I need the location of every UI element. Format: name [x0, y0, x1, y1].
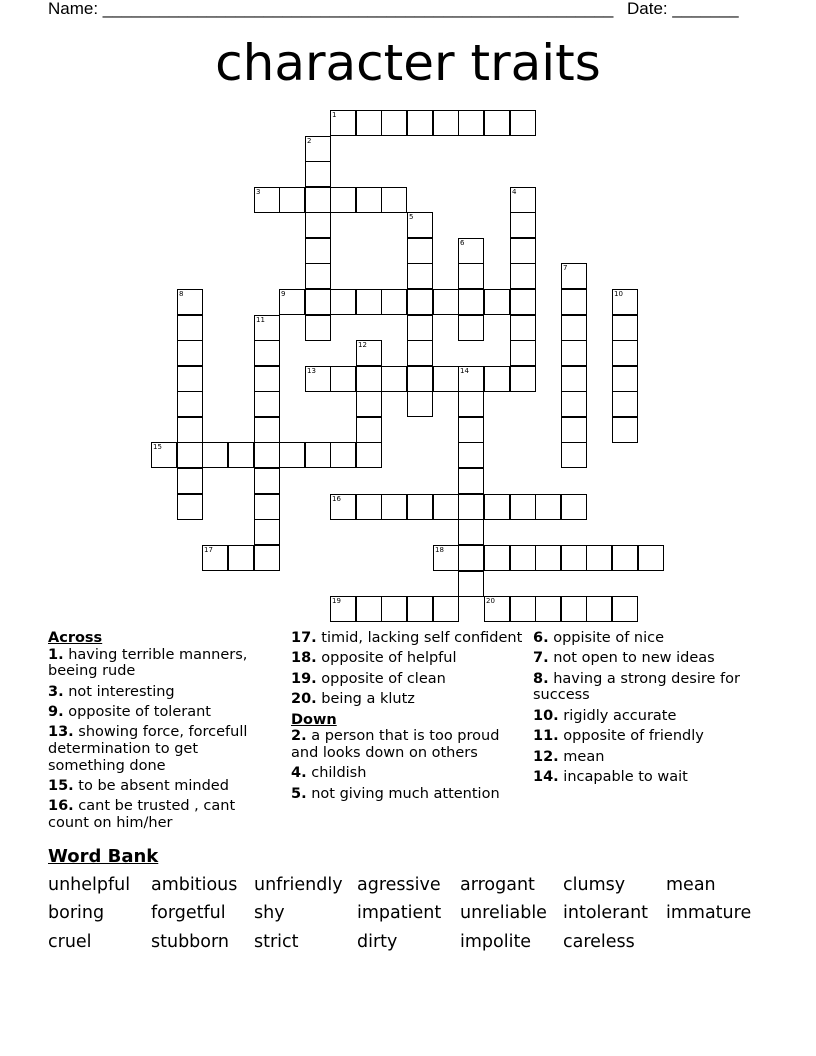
down-heading: Down: [291, 711, 337, 728]
word-bank-item: arrogant: [460, 875, 535, 895]
crossword-cell[interactable]: [433, 289, 459, 315]
clue-down-4: [291, 765, 523, 782]
crossword-cell[interactable]: [356, 187, 382, 213]
crossword-cell[interactable]: [561, 366, 587, 392]
crossword-cell[interactable]: [510, 212, 536, 238]
cell-number: 3: [256, 188, 261, 196]
word-bank-item: shy: [254, 903, 285, 923]
crossword-cell[interactable]: [330, 187, 356, 213]
clue-across-18: [291, 650, 523, 667]
crossword-cell[interactable]: [202, 442, 228, 468]
word-bank-item: mean: [666, 875, 716, 895]
clue-text: having terrible manners, beeing rude: [48, 646, 248, 680]
clue-down-11: [533, 728, 768, 745]
crossword-cell[interactable]: [407, 289, 433, 315]
crossword-cell[interactable]: [433, 596, 459, 622]
clue-down-12: [533, 749, 768, 766]
crossword-cell[interactable]: [612, 417, 638, 443]
clue-across-17: [291, 630, 523, 647]
crossword-cell[interactable]: [458, 468, 484, 494]
cell-number: 6: [460, 239, 465, 247]
cell-number: 12: [358, 341, 367, 349]
crossword-cell[interactable]: [381, 110, 407, 136]
cell-number: 11: [256, 316, 265, 324]
crossword-cell[interactable]: [433, 494, 459, 520]
crossword-cell[interactable]: [177, 494, 203, 520]
clue-number: 13.: [48, 724, 74, 741]
cell-number: 8: [179, 290, 184, 298]
clue-number: 3.: [48, 683, 64, 700]
crossword-cell[interactable]: [510, 596, 536, 622]
word-bank-item: careless: [563, 932, 635, 952]
crossword-cell[interactable]: [254, 340, 280, 366]
crossword-cell[interactable]: [458, 263, 484, 289]
crossword-cell[interactable]: [254, 545, 280, 571]
cell-number: 10: [614, 290, 623, 298]
crossword-cell[interactable]: [254, 519, 280, 545]
crossword-cell[interactable]: [458, 519, 484, 545]
crossword-cell[interactable]: [254, 494, 280, 520]
crossword-cell[interactable]: [228, 442, 254, 468]
clue-text: not open to new ideas: [553, 650, 715, 667]
crossword-cell[interactable]: [305, 289, 331, 315]
clue-number: 2.: [291, 728, 307, 745]
crossword-cell[interactable]: [586, 596, 612, 622]
crossword-cell[interactable]: [356, 596, 382, 622]
crossword-cell[interactable]: [279, 187, 305, 213]
cell-number: 5: [409, 213, 414, 221]
crossword-cell[interactable]: [458, 315, 484, 341]
crossword-cell[interactable]: [561, 545, 587, 571]
word-bank-title: Word Bank: [48, 846, 159, 867]
clue-number: 17.: [291, 630, 317, 646]
crossword-cell[interactable]: [535, 494, 561, 520]
crossword-cell[interactable]: [356, 417, 382, 443]
name-field-label[interactable]: Name: ______________________________________________________: [48, 0, 614, 18]
crossword-cell[interactable]: [561, 442, 587, 468]
crossword-cell[interactable]: [407, 596, 433, 622]
word-bank-item: strict: [254, 932, 299, 952]
word-bank-item: forgetful: [151, 903, 226, 923]
crossword-cell[interactable]: [510, 238, 536, 264]
crossword-cell[interactable]: [407, 315, 433, 341]
crossword-cell[interactable]: [561, 391, 587, 417]
crossword-cell[interactable]: [612, 366, 638, 392]
clue-text: timid, lacking self confident: [321, 630, 523, 646]
crossword-cell[interactable]: [356, 442, 382, 468]
crossword-cell[interactable]: [612, 340, 638, 366]
word-bank-item: unfriendly: [254, 875, 343, 895]
word-bank-item: ambitious: [151, 875, 238, 895]
clue-text: rigidly accurate: [563, 707, 677, 724]
crossword-cell[interactable]: [458, 545, 484, 571]
clue-number: 8.: [533, 670, 549, 687]
word-bank-item: boring: [48, 903, 105, 923]
across-heading: Across: [48, 630, 103, 646]
clue-across-20: [291, 691, 523, 708]
crossword-cell[interactable]: [356, 494, 382, 520]
clue-down-7: [533, 650, 768, 667]
crossword-cell[interactable]: [561, 417, 587, 443]
clue-down-6: [533, 630, 768, 647]
crossword-cell[interactable]: [612, 596, 638, 622]
clue-down-8: [533, 671, 768, 704]
date-field-label[interactable]: Date: _______: [627, 0, 739, 18]
clue-number: 16.: [48, 798, 74, 815]
crossword-cell[interactable]: [177, 442, 203, 468]
cell-number: 7: [563, 264, 568, 272]
clue-number: 5.: [291, 785, 307, 802]
crossword-cell[interactable]: [177, 315, 203, 341]
crossword-cell[interactable]: [356, 289, 382, 315]
crossword-cell[interactable]: [407, 340, 433, 366]
crossword-cell[interactable]: [254, 391, 280, 417]
crossword-cell[interactable]: [254, 442, 280, 468]
crossword-cell[interactable]: [381, 596, 407, 622]
crossword-cell[interactable]: [330, 289, 356, 315]
cell-number: 2: [307, 137, 312, 145]
crossword-cell[interactable]: [228, 545, 254, 571]
clues-column-1: [48, 630, 278, 835]
clue-text: a person that is too proud and looks down on others: [291, 728, 500, 761]
word-bank-item: impatient: [357, 903, 442, 923]
clue-across-1: [48, 647, 278, 680]
crossword-cell[interactable]: [177, 391, 203, 417]
crossword-cell[interactable]: [356, 110, 382, 136]
cell-number: 13: [307, 367, 316, 375]
clue-text: not interesting: [68, 683, 175, 700]
crossword-cell[interactable]: [407, 391, 433, 417]
cell-number: 15: [153, 443, 162, 451]
clue-down-14: [533, 769, 768, 786]
clue-number: 6.: [533, 630, 549, 646]
crossword-cell[interactable]: [484, 110, 510, 136]
crossword-cell[interactable]: [305, 263, 331, 289]
cell-number: 18: [435, 546, 444, 554]
crossword-cell[interactable]: [177, 417, 203, 443]
clue-across-9: [48, 704, 278, 721]
cell-number: 1: [332, 111, 337, 119]
clue-across-16: [48, 798, 278, 831]
clue-across-13: [48, 724, 278, 774]
clue-number: 4.: [291, 765, 307, 782]
cell-number: 16: [332, 495, 341, 503]
crossword-cell[interactable]: [535, 545, 561, 571]
crossword-cell[interactable]: [458, 494, 484, 520]
clue-across-3: [48, 684, 278, 701]
crossword-cell[interactable]: [305, 315, 331, 341]
clue-number: 19.: [291, 670, 317, 687]
clue-text: showing force, forcefull determination to get something done: [48, 724, 248, 774]
crossword-cell[interactable]: [254, 417, 280, 443]
crossword-cell[interactable]: [305, 161, 331, 187]
crossword-cell[interactable]: [356, 366, 382, 392]
word-bank-item: dirty: [357, 932, 398, 952]
clue-number: 15.: [48, 777, 74, 794]
crossword-cell[interactable]: [586, 545, 612, 571]
word-bank-item: intolerant: [563, 903, 649, 923]
crossword-cell[interactable]: [484, 366, 510, 392]
word-bank-item: cruel: [48, 932, 92, 952]
crossword-cell[interactable]: [381, 494, 407, 520]
crossword-cell[interactable]: [510, 315, 536, 341]
crossword-cell[interactable]: [458, 110, 484, 136]
clue-text: mean: [563, 748, 605, 765]
cell-number: 17: [204, 546, 213, 554]
crossword-cell[interactable]: [510, 263, 536, 289]
crossword-cell[interactable]: [510, 366, 536, 392]
crossword-cell[interactable]: [407, 263, 433, 289]
clue-number: 10.: [533, 707, 559, 724]
crossword-cell[interactable]: [458, 571, 484, 597]
clue-number: 9.: [48, 703, 64, 720]
crossword-cell[interactable]: [484, 494, 510, 520]
crossword-cell[interactable]: [305, 187, 331, 213]
crossword-cell[interactable]: [433, 110, 459, 136]
crossword-cell[interactable]: [458, 289, 484, 315]
clue-text: opposite of helpful: [321, 650, 457, 667]
word-bank-item: clumsy: [563, 875, 626, 895]
word-bank-item: unhelpful: [48, 875, 131, 895]
cell-number: 9: [281, 290, 286, 298]
clue-text: being a klutz: [321, 691, 415, 708]
crossword-cell[interactable]: [254, 468, 280, 494]
cell-number: 19: [332, 597, 341, 605]
crossword-cell[interactable]: [561, 494, 587, 520]
cell-number: 20: [486, 597, 495, 605]
crossword-cell[interactable]: [305, 238, 331, 264]
clue-text: oppisite of nice: [553, 630, 665, 646]
crossword-cell[interactable]: [484, 289, 510, 315]
crossword-cell[interactable]: [177, 366, 203, 392]
clue-text: to be absent minded: [78, 777, 229, 794]
crossword-cell[interactable]: [330, 366, 356, 392]
crossword-cell[interactable]: [458, 391, 484, 417]
crossword-cell[interactable]: [561, 340, 587, 366]
crossword-cell[interactable]: [484, 545, 510, 571]
word-bank-item: agressive: [357, 875, 441, 895]
crossword-cell[interactable]: [407, 238, 433, 264]
crossword-cell[interactable]: [458, 442, 484, 468]
crossword-cell[interactable]: [305, 212, 331, 238]
clue-text: not giving much attention: [311, 785, 500, 802]
clue-down-5: [291, 786, 523, 803]
word-bank-item: immature: [666, 903, 752, 923]
crossword-cell[interactable]: [407, 366, 433, 392]
clues-column-2: [291, 630, 523, 806]
crossword-cell[interactable]: [279, 442, 305, 468]
crossword-cell[interactable]: [177, 468, 203, 494]
clue-across-15: [48, 778, 278, 795]
word-bank-item: unreliable: [460, 903, 547, 923]
crossword-cell[interactable]: [561, 289, 587, 315]
crossword-cell[interactable]: [433, 366, 459, 392]
crossword-cell[interactable]: [381, 366, 407, 392]
cell-number: 4: [512, 188, 517, 196]
clue-down-2: [291, 728, 523, 761]
crossword-cell[interactable]: [561, 315, 587, 341]
clue-text: opposite of tolerant: [68, 703, 211, 720]
crossword-cell[interactable]: [458, 417, 484, 443]
page-title: character traits: [215, 34, 601, 92]
clue-number: 1.: [48, 646, 64, 663]
crossword-cell[interactable]: [330, 442, 356, 468]
crossword-cell[interactable]: [305, 442, 331, 468]
crossword-cell[interactable]: [510, 494, 536, 520]
word-bank-item: impolite: [460, 932, 532, 952]
crossword-cell[interactable]: [535, 596, 561, 622]
crossword-cell[interactable]: [510, 289, 536, 315]
clue-text: having a strong desire for success: [533, 670, 740, 704]
crossword-cell[interactable]: [381, 187, 407, 213]
crossword-cell[interactable]: [612, 391, 638, 417]
crossword-cell[interactable]: [356, 391, 382, 417]
word-bank-item: stubborn: [151, 932, 229, 952]
clue-number: 12.: [533, 748, 559, 765]
clue-number: 20.: [291, 691, 317, 708]
crossword-cell[interactable]: [561, 596, 587, 622]
crossword-cell[interactable]: [177, 340, 203, 366]
clue-number: 7.: [533, 650, 549, 667]
crossword-cell[interactable]: [254, 366, 280, 392]
crossword-cell[interactable]: [407, 110, 433, 136]
clue-text: incapable to wait: [563, 768, 688, 785]
clues-column-3: [533, 630, 768, 789]
clue-across-19: [291, 671, 523, 688]
clue-down-10: [533, 708, 768, 725]
crossword-cell[interactable]: [612, 315, 638, 341]
crossword-cell[interactable]: [638, 545, 664, 571]
crossword-cell[interactable]: [510, 340, 536, 366]
crossword-cell[interactable]: [510, 110, 536, 136]
clue-number: 11.: [533, 728, 559, 745]
clue-text: childish: [311, 765, 367, 782]
clue-number: 14.: [533, 768, 559, 785]
clue-text: cant be trusted , cant count on him/her: [48, 798, 236, 831]
clue-number: 18.: [291, 650, 317, 667]
clue-text: opposite of friendly: [563, 728, 704, 745]
crossword-cell[interactable]: [510, 545, 536, 571]
crossword-cell[interactable]: [612, 545, 638, 571]
cell-number: 14: [460, 367, 469, 375]
crossword-cell[interactable]: [407, 494, 433, 520]
crossword-cell[interactable]: [381, 289, 407, 315]
clue-text: opposite of clean: [321, 670, 446, 687]
